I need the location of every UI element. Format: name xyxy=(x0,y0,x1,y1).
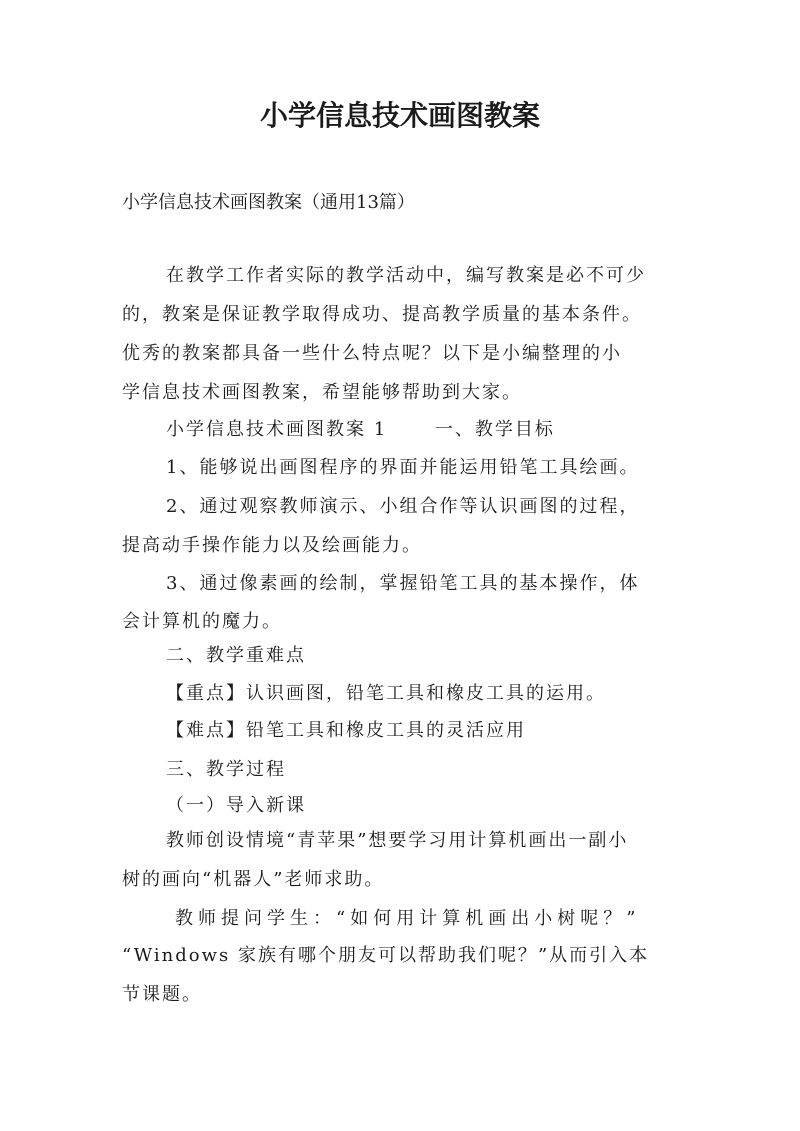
objective-2-line-2: 提高动手操作能力以及绘画能力。 xyxy=(122,535,422,556)
process-line-1: 教师创设情境“青苹果”想要学习用计算机画出一副小 xyxy=(166,830,629,851)
process-line-5: 节课题。 xyxy=(122,984,202,1005)
process-line-4: “Windows 家族有哪个朋友可以帮助我们呢？”从而引入本 xyxy=(122,945,650,966)
subsection-heading-intro: （一）导入新课 xyxy=(166,795,306,816)
objective-3-line-1: 3、通过像素画的绘制，掌握铅笔工具的基本操作，体 xyxy=(166,573,640,594)
process-line-3: 教师提问学生：“如何用计算机画出小树呢？” xyxy=(175,908,641,929)
objective-2-line-1: 2、通过观察教师演示、小组合作等认识画图的过程， xyxy=(166,496,640,517)
intro-line-4: 学信息技术画图教案，希望能够帮助到大家。 xyxy=(122,382,522,403)
intro-line-3: 优秀的教案都具备一些什么特点呢？以下是小编整理的小 xyxy=(122,343,622,364)
section-heading-process: 三、教学过程 xyxy=(166,759,286,780)
intro-line-2: 的，教案是保证教学取得成功、提高教学质量的基本条件。 xyxy=(122,304,642,325)
objective-3-line-2: 会计算机的魔力。 xyxy=(122,611,282,632)
difficult-point: 【难点】铅笔工具和橡皮工具的灵活应用 xyxy=(166,720,526,741)
intro-line-1: 在教学工作者实际的教学活动中，编写教案是必不可少 xyxy=(166,265,646,286)
objective-1: 1、能够说出画图程序的界面并能运用铅笔工具绘画。 xyxy=(166,457,640,478)
document-subtitle: 小学信息技术画图教案（通用13篇） xyxy=(122,192,415,213)
section-heading-objectives: 小学信息技术画图教案 1 一、教学目标 xyxy=(166,419,555,440)
document-title: 小学信息技术画图教案 xyxy=(259,99,540,132)
key-point: 【重点】认识画图，铅笔工具和橡皮工具的运用。 xyxy=(166,683,606,704)
section-heading-key-points: 二、教学重难点 xyxy=(166,645,306,666)
process-line-2: 树的画向“机器人”老师求助。 xyxy=(122,869,385,890)
